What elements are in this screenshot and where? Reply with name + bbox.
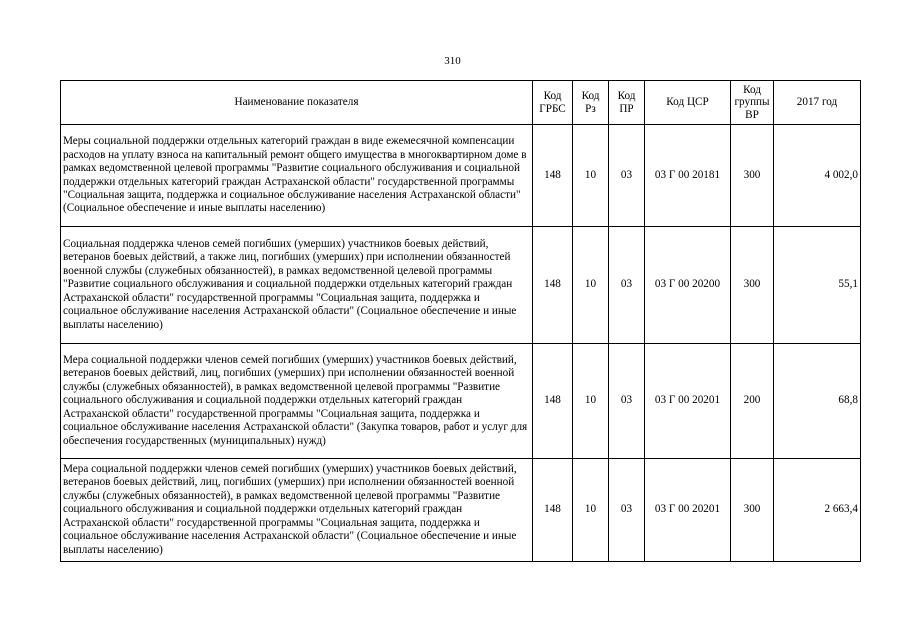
row-pr: 03 [609,227,645,344]
row-vr: 300 [731,459,774,562]
row-csr: 03 Г 00 20181 [645,125,731,227]
row-rz: 10 [573,125,609,227]
header-grbs: Код ГРБС [533,81,573,125]
row-grbs: 148 [533,459,573,562]
row-amount: 55,1 [774,227,861,344]
table-row [61,459,861,562]
row-amount: 68,8 [774,344,861,459]
row-vr: 300 [731,227,774,344]
table-header-row [61,81,861,125]
table-row [61,227,861,344]
table-row [61,125,861,227]
row-name: Меры социальной поддержки отдельных категорий граждан в виде ежемесячной компенсации расходов на уплату взноса на капитальный ремонт общего имущества в многоквартирном доме в рамках ведомственной целевой программы "Развитие социального обслуживания и социальной поддержки отдельных категорий граждан Астраханской области" государственной программы "Социальная защита, поддержка и социальное обслуживание населения Астраханской области" (Социальное обеспечение и иные выплаты населению) [61,125,533,227]
header-pr: Код ПР [609,81,645,125]
row-vr: 200 [731,344,774,459]
header-rz: Код Рз [573,81,609,125]
header-csr: Код ЦСР [645,81,731,125]
row-pr: 03 [609,459,645,562]
row-csr: 03 Г 00 20201 [645,344,731,459]
header-name: Наименование показателя [61,81,533,125]
row-pr: 03 [609,344,645,459]
row-csr: 03 Г 00 20200 [645,227,731,344]
row-name: Мера социальной поддержки членов семей погибших (умерших) участников боевых действий, ветеранов боевых действий, лиц, погибших (умерших) при исполнении обязанностей военной службы (служебных обязанностей), в рамках ведомственной целевой программы "Развитие социального обслуживания и социальной поддержки отдельных категорий граждан Астраханской области" государственной программы "Социальная защита, поддержка и социальное обслуживание населения Астраханской области" (Закупка товаров, работ и услуг для обеспечения государственных (муниципальных) нужд) [61,344,533,459]
page-number: 310 [444,55,461,67]
row-name: Социальная поддержка членов семей погибших (умерших) участников боевых действий, ветеранов боевых действий, а также лиц, погибших (умерших) при исполнении обязанностей военной службы (служебных обязанностей), в рамках ведомственной целевой программы "Развитие социального обслуживания и социальной поддержки отдельных категорий граждан Астраханской области" государственной программы "Социальная защита, поддержка и социальное обслуживание населения Астраханской области" (Социальное обеспечение и иные выплаты населению) [61,227,533,344]
row-rz: 10 [573,227,609,344]
row-grbs: 148 [533,344,573,459]
header-vr: Код группы ВР [731,81,774,125]
row-rz: 10 [573,459,609,562]
row-grbs: 148 [533,125,573,227]
header-year: 2017 год [774,81,861,125]
row-grbs: 148 [533,227,573,344]
row-vr: 300 [731,125,774,227]
row-amount: 2 663,4 [774,459,861,562]
table-row [61,344,861,459]
row-name: Мера социальной поддержки членов семей погибших (умерших) участников боевых действий, ветеранов боевых действий, лиц, погибших (умерших) при исполнении обязанностей военной службы (служебных обязанностей), в рамках ведомственной целевой программы "Развитие социального обслуживания и социальной поддержки отдельных категорий граждан Астраханской области" государственной программы "Социальная защита, поддержка и социальное обслуживание населения Астраханской области" (Социальное обеспечение и иные выплаты населению) [61,459,533,562]
row-rz: 10 [573,344,609,459]
row-pr: 03 [609,125,645,227]
row-csr: 03 Г 00 20201 [645,459,731,562]
row-amount: 4 002,0 [774,125,861,227]
budget-table [60,80,861,562]
